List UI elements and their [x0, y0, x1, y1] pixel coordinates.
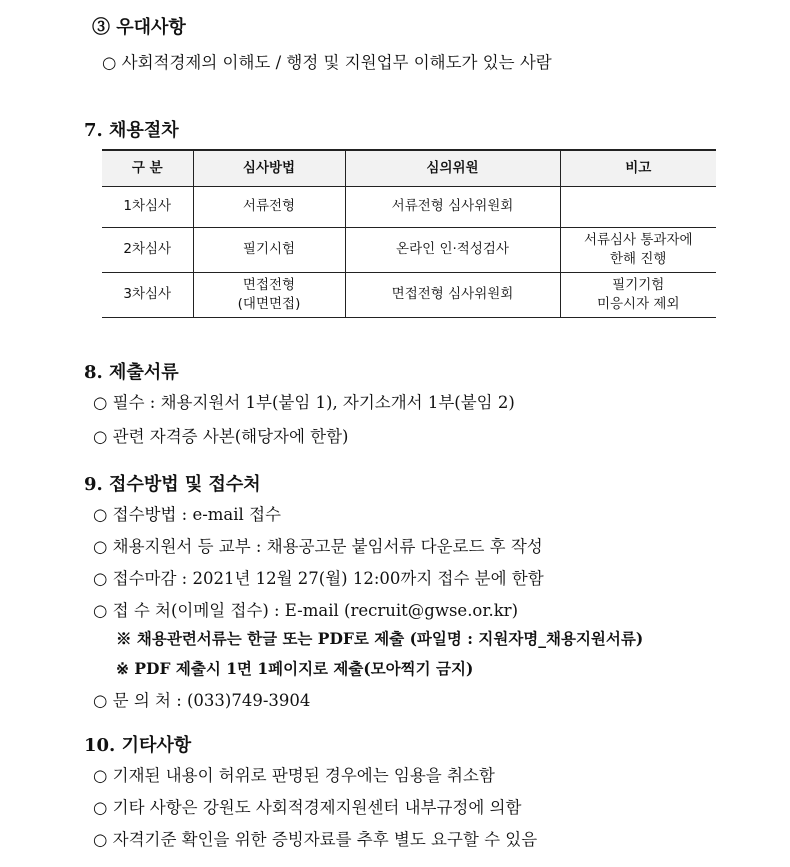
- table-row: [102, 272, 716, 317]
- table-cell: [345, 227, 560, 272]
- cell-text: 2차심사: [123, 241, 172, 257]
- cell-text: 필기기험 미응시자 제외: [596, 276, 680, 312]
- list-item: ○ 접 수 처(이메일 접수) : E-mail (recruit@gwse.or.kr): [93, 601, 519, 620]
- cell-text: 3차심사: [123, 286, 172, 302]
- cell-text: 필기시험: [242, 241, 296, 257]
- table-cell: [102, 272, 193, 317]
- section-7-heading: 7. 채용절차: [84, 120, 179, 141]
- section-8-heading: 8. 제출서류: [84, 362, 179, 383]
- section-10-heading: 10. 기타사항: [84, 735, 192, 756]
- section-9-heading: 9. 접수방법 및 접수처: [84, 474, 261, 495]
- list-item: ○ 접수방법 : e-mail 접수: [93, 505, 281, 524]
- table-cell: [193, 272, 345, 317]
- table-cell: [193, 186, 345, 227]
- table-header-cell: 비고: [560, 150, 716, 186]
- table-cell: [560, 186, 716, 227]
- preference-item: ○ 사회적경제의 이해도 / 행정 및 지원업무 이해도가 있는 사람: [102, 53, 552, 72]
- contact-item: ○ 문 의 처 : (033)749-3904: [93, 691, 311, 710]
- table-cell: [560, 272, 716, 317]
- table-cell: [345, 186, 560, 227]
- cell-text: 서류전형 심사위원회: [391, 198, 514, 214]
- table-cell: [102, 186, 193, 227]
- table-row: [102, 227, 716, 272]
- cell-text: 서류전형: [242, 198, 296, 214]
- table-cell: [345, 272, 560, 317]
- list-item: ○ 기타 사항은 강원도 사회적경제지원센터 내부규정에 의함: [93, 798, 522, 817]
- cell-text: 면접전형 (대면면접): [237, 276, 301, 312]
- hiring-procedure-table: [102, 149, 716, 318]
- table-cell: [560, 227, 716, 272]
- table-row: [102, 186, 716, 227]
- list-item: ○ 필수 : 채용지원서 1부(붙임 1), 자기소개서 1부(붙임 2): [93, 393, 515, 412]
- note-item: ※ PDF 제출시 1면 1페이지로 제출(모아찍기 금지): [116, 659, 474, 678]
- table-header-cell: 심의위원: [345, 150, 560, 186]
- table-header-row: [102, 150, 716, 186]
- list-item: ○ 관련 자격증 사본(해당자에 한함): [93, 427, 349, 446]
- list-item: ○ 접수마감 : 2021년 12월 27(월) 12:00까지 접수 분에 한함: [93, 569, 544, 588]
- table-header-cell: 구 분: [102, 150, 193, 186]
- list-item: ○ 기재된 내용이 허위로 판명된 경우에는 임용을 취소함: [93, 766, 495, 785]
- cell-text: 서류심사 통과자에 한해 진행: [583, 231, 693, 267]
- list-item: ○ 채용지원서 등 교부 : 채용공고문 붙임서류 다운로드 후 작성: [93, 537, 543, 556]
- cell-text: 1차심사: [123, 198, 172, 214]
- table-cell: [102, 227, 193, 272]
- note-item: ※ 채용관련서류는 한글 또는 PDF로 제출 (파일명 : 지원자명_채용지원서류): [116, 629, 644, 648]
- list-item: ○ 자격기준 확인을 위한 증빙자료를 추후 별도 요구할 수 있음: [93, 830, 538, 849]
- table-cell: [193, 227, 345, 272]
- preference-subheading: ③ 우대사항: [92, 17, 186, 38]
- table-header-cell: 심사방법: [193, 150, 345, 186]
- cell-text: 면접전형 심사위원회: [391, 286, 514, 302]
- cell-text: 온라인 인·적성검사: [396, 241, 509, 257]
